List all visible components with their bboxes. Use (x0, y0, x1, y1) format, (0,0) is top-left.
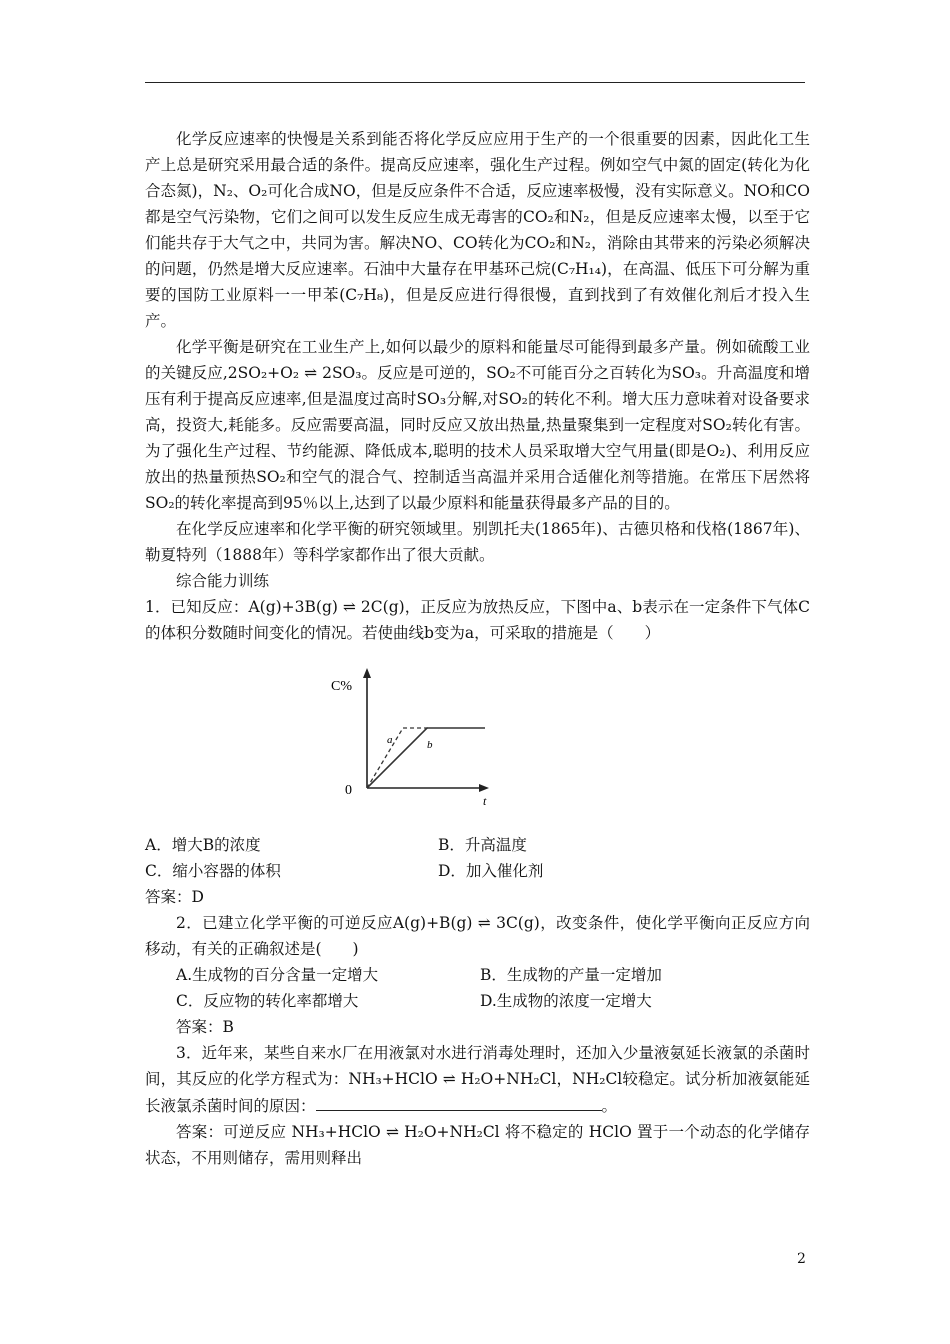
paragraph-equilibrium: 化学平衡是研究在工业生产上,如何以最少的原料和能量尽可能得到最多产量。例如硫酸工业的关键反应,2SO₂+O₂ ⇌ 2SO₃。反应是可逆的，SO₂不可能百分之百转化为SO₃。升高温度和增压有利于提高反应速率,但是温度过高时SO₃分解,对SO₂的转化不利。增大压力意味着对设备要求高，投资大,耗能多。反应需要高温，同时反应又放出热量,热量聚集到一定程度对SO₂转化有害。为了强化生产过程、节约能源、降低成本,聪明的技术人员采取增大空气用量(即是O₂)、利用反应放出的热量预热SO₂和空气的混合气、控制适当高温并采用合适催化剂等措施。在常压下居然将SO₂的转化率提高到95％以上,达到了以最少原料和能量获得最多产品的目的。 (145, 338, 810, 512)
question-2-options-row-2 (145, 988, 810, 1014)
page-number: 2 (797, 1251, 806, 1267)
question-1-options-row-2 (145, 858, 810, 884)
q2-option-c: C．反应物的转化率都增大 (176, 992, 359, 1010)
document-body (145, 126, 810, 1171)
y-axis-arrow (363, 668, 371, 678)
curve-b-label: b (427, 739, 433, 751)
x-axis-arrow (479, 784, 489, 792)
section-title: 综合能力训练 (176, 572, 270, 590)
y-axis-label: C% (331, 679, 352, 694)
x-axis-label: t (483, 794, 487, 808)
q3-stem-text: 3．近年来，某些自来水厂在用液氯对水进行消毒处理时，还加入少量液氨延长液氯的杀菌时间，其反应的化学方程式为：NH₃+HClO ⇌ H₂O+NH₂Cl，NH₂Cl较稳定。试分析加液氨能延长液氯杀菌时间的原因： (145, 1044, 810, 1115)
q2-option-d: D.生成物的浓度一定增大 (480, 992, 652, 1010)
question-1-answer: 答案：D (145, 888, 204, 906)
question-3-answer: 答案：可逆反应 NH₃+HClO ⇌ H₂O+NH₂Cl 将不稳定的 HClO 置于一个动态的化学储存状态，不用则储存，需用则释出 (145, 1123, 810, 1167)
q2-option-a: A.生成物的百分含量一定增大 (176, 966, 379, 984)
question-2-stem: 2．已建立化学平衡的可逆反应A(g)+B(g) ⇌ 3C(g)，改变条件，使化学平衡向正反应方向移动，有关的正确叙述是( ) (145, 914, 810, 958)
paragraph-history: 在化学反应速率和化学平衡的研究领域里。别凯托夫(1865年)、古德贝格和伐格(1867年)、勒夏特列（1888年）等科学家都作出了很大贡献。 (145, 520, 810, 564)
curve-b (367, 728, 485, 788)
q3-stem-end: 。 (601, 1097, 618, 1115)
q1-option-a: A．增大B的浓度 (145, 836, 261, 854)
header-rule (145, 82, 805, 83)
question-1-options-row-1 (145, 832, 810, 858)
paragraph-reaction-rate: 化学反应速率的快慢是关系到能否将化学反应应用于生产的一个很重要的因素，因此化工生产上总是研究采用最合适的条件。提高反应速率，强化生产过程。例如空气中氮的固定(转化为化合态氮)，N₂、O₂可化合成NO，但是反应条件不合适，反应速率极慢，没有实际意义。NO和CO都是空气污染物，它们之间可以发生反应生成无毒害的CO₂和N₂，但是反应速率太慢，以至于它们能共存于大气之中，共同为害。解决NO、CO转化为CO₂和N₂，消除由其带来的污染必须解决的问题，仍然是增大反应速率。石油中大量存在甲基环己烷(C₇H₁₄)，在高温、低压下可分解为重要的国防工业原料一一甲苯(C₇H₈)，但是反应进行得很慢，直到找到了有效催化剂后才投入生产。 (145, 130, 810, 330)
q3-answer-blank (316, 1092, 602, 1111)
question-1-stem: 1．已知反应：A(g)+3B(g) ⇌ 2C(g)，正反应为放热反应，下图中a、b表示在一定条件下气体C的体积分数随时间变化的情况。若使曲线b变为a，可采取的措施是（ ） (145, 598, 810, 642)
q1-option-d: D．加入催化剂 (438, 862, 544, 880)
q1-option-b: B．升高温度 (438, 836, 527, 854)
q1-option-c: C．缩小容器的体积 (145, 862, 281, 880)
concentration-time-graph (331, 648, 505, 832)
q2-option-b: B．生成物的产量一定增加 (480, 966, 662, 984)
curve-a-label: a (387, 734, 393, 746)
origin-label: 0 (345, 783, 352, 798)
question-1-figure (145, 648, 810, 832)
question-2-answer: 答案：B (176, 1018, 234, 1036)
question-3-stem (145, 1040, 810, 1119)
question-2-options-row-1 (145, 962, 810, 988)
